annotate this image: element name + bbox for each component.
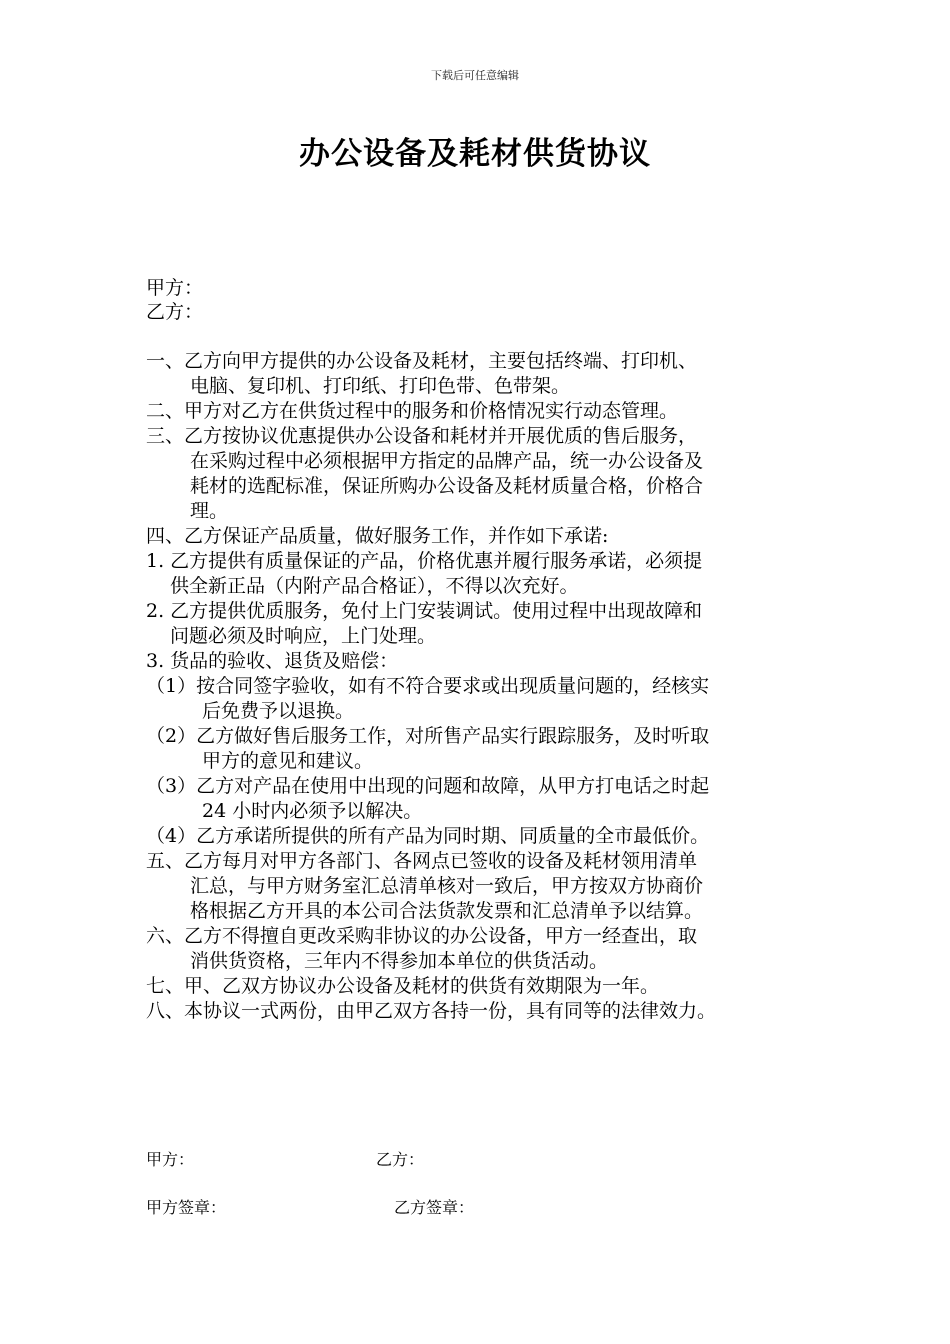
body-line: （4）乙方承诺所提供的所有产品为同时期、同质量的全市最低价。 — [146, 825, 710, 847]
signature-party-b: 乙方： — [376, 1150, 425, 1169]
seal-party-b: 乙方签章： — [394, 1198, 475, 1217]
body-line: 消供货资格，三年内不得参加本单位的供货活动。 — [190, 950, 609, 972]
body-line: 后免费予以退换。 — [202, 700, 355, 722]
body-line: 五、乙方每月对甲方各部门、各网点已签收的设备及耗材领用清单 — [146, 850, 698, 872]
body-line: 1. 乙方提供有质量保证的产品，价格优惠并履行服务承诺，必须提 — [146, 550, 703, 572]
body-line: 七、甲、乙双方协议办公设备及耗材的供货有效期限为一年。 — [146, 975, 660, 997]
body-line: 在采购过程中必须根据甲方指定的品牌产品，统一办公设备及 — [190, 450, 704, 472]
body-line: 甲方的意见和建议。 — [202, 750, 374, 772]
body-line: 问题必须及时响应，上门处理。 — [170, 625, 437, 647]
party-b-label: 乙方： — [146, 301, 204, 323]
body-line: 3. 货品的验收、退货及赔偿： — [146, 650, 399, 672]
body-line: 八、本协议一式两份，由甲乙双方各持一份，具有同等的法律效力。 — [146, 1000, 717, 1022]
document-title: 办公设备及耗材供货协议 — [299, 136, 651, 172]
agreement-body — [146, 349, 810, 1024]
body-line: 供全新正品（内附产品合格证），不得以次充好。 — [170, 575, 579, 597]
body-line: 汇总，与甲方财务室汇总清单核对一致后，甲方按双方协商价 — [190, 875, 704, 897]
header-note: 下载后可任意编辑 — [431, 69, 519, 82]
body-line: （2）乙方做好售后服务工作，对所售产品实行跟踪服务，及时听取 — [146, 725, 710, 747]
body-line: 电脑、复印机、打印纸、打印色带、色带架。 — [190, 375, 571, 397]
body-line: 二、甲方对乙方在供货过程中的服务和价格情况实行动态管理。 — [146, 400, 679, 422]
body-line: 四、乙方保证产品质量，做好服务工作，并作如下承诺: — [146, 525, 609, 547]
body-line: 格根据乙方开具的本公司合法货款发票和汇总清单予以结算。 — [190, 900, 704, 922]
body-line: 三、乙方按协议优惠提供办公设备和耗材并开展优质的售后服务， — [146, 425, 698, 447]
body-line: 理。 — [190, 500, 229, 522]
body-line: （3）乙方对产品在使用中出现的问题和故障，从甲方打电话之时起 — [146, 775, 710, 797]
body-line: 六、乙方不得擅自更改采购非协议的办公设备，甲方一经查出，取 — [146, 925, 698, 947]
seal-party-a: 甲方签章： — [146, 1198, 227, 1217]
parties-block — [146, 276, 203, 324]
body-line: （1）按合同签字验收，如有不符合要求或出现质量问题的，经核实 — [146, 675, 710, 697]
body-line: 一、乙方向甲方提供的办公设备及耗材，主要包括终端、打印机、 — [146, 350, 698, 372]
party-a-label: 甲方： — [146, 277, 204, 299]
body-line: 耗材的选配标准，保证所购办公设备及耗材质量合格，价格合 — [190, 475, 704, 497]
body-line: 2. 乙方提供优质服务，免付上门安装调试。使用过程中出现故障和 — [146, 600, 703, 622]
body-line: 24 小时内必须予以解决。 — [202, 800, 423, 822]
signature-party-a: 甲方： — [146, 1150, 195, 1169]
